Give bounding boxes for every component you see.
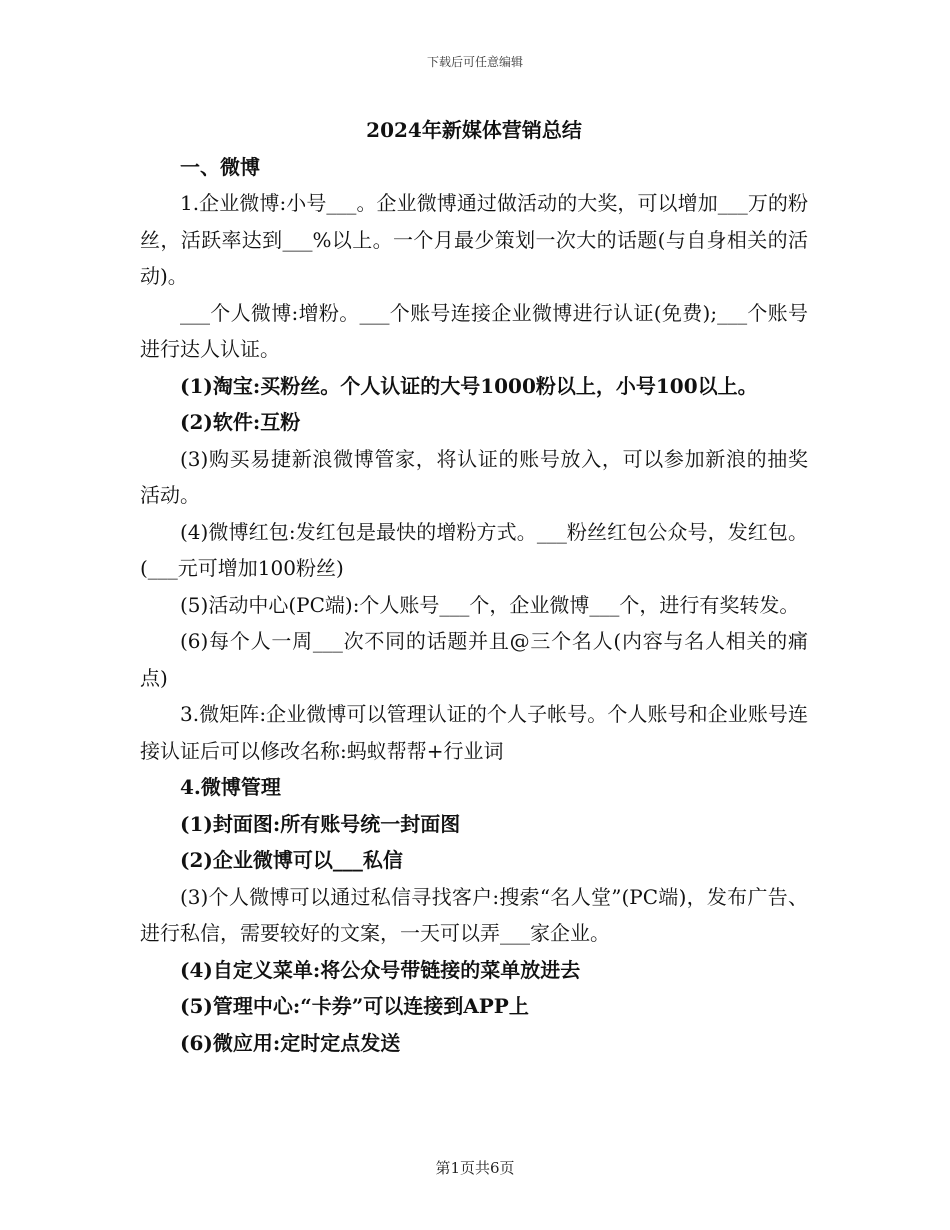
document-title: 2024年新媒体营销总结 xyxy=(366,118,582,142)
page-header-note: 下载后可任意编辑 xyxy=(426,55,523,69)
paragraph-weibo-management: 4.微博管理 xyxy=(180,775,281,799)
paragraph-micro-matrix: 3.微矩阵:企业微博可以管理认证的个人子帐号。个人账号和企业账号连接认证后可以修改名称:蚂蚁帮帮+行业词 xyxy=(140,702,808,763)
paragraph-micro-app: (6)微应用:定时定点发送 xyxy=(180,1030,401,1055)
paragraph-enterprise-weibo: 1.企业微博:小号___。企业微博通过做活动的大奖，可以增加___万的粉丝，活跃率达到___%以上。一个月最少策划一次大的话题(与自身相关的活动)。 xyxy=(140,191,808,288)
page-number: 第1页共6页 xyxy=(435,1159,515,1177)
paragraph-weekly-topics: (6)每个人一周___次不同的话题并且@三个名人(内容与名人相关的痛点) xyxy=(140,629,808,690)
paragraph-weibo-manager: (3)购买易捷新浪微博管家，将认证的账号放入，可以参加新浪的抽奖活动。 xyxy=(140,446,808,507)
section-heading-weibo: 一、微博 xyxy=(180,154,260,179)
paragraph-cover-image: (1)封面图:所有账号统一封面图 xyxy=(180,811,461,836)
paragraph-custom-menu: (4)自定义菜单:将公众号带链接的菜单放进去 xyxy=(180,957,581,982)
paragraph-personal-weibo: ___个人微博:增粉。___个账号连接企业微博进行认证(免费);___个账号进行达人认证。 xyxy=(140,300,808,361)
paragraph-management-center: (5)管理中心:“卡券”可以连接到APP上 xyxy=(180,994,529,1018)
paragraph-find-customers: (3)个人微博可以通过私信寻找客户:搜索“名人堂”(PC端)，发布广告、进行私信，需要较好的文案，一天可以弄___家企业。 xyxy=(140,884,808,945)
paragraph-activity-center: (5)活动中心(PC端):个人账号___个，企业微博___个，进行有奖转发。 xyxy=(180,592,800,617)
paragraph-taobao: (1)淘宝:买粉丝。个人认证的大号1000粉以上，小号100以上。 xyxy=(180,373,758,398)
document-body xyxy=(140,112,808,1061)
paragraph-private-message: (2)企业微博可以___私信 xyxy=(180,848,403,872)
paragraph-software: (2)软件:互粉 xyxy=(180,410,301,434)
paragraph-weibo-redpacket: (4)微博红包:发红包是最快的增粉方式。___粉丝红包公众号，发红包。(___元可增加100粉丝) xyxy=(140,519,808,580)
